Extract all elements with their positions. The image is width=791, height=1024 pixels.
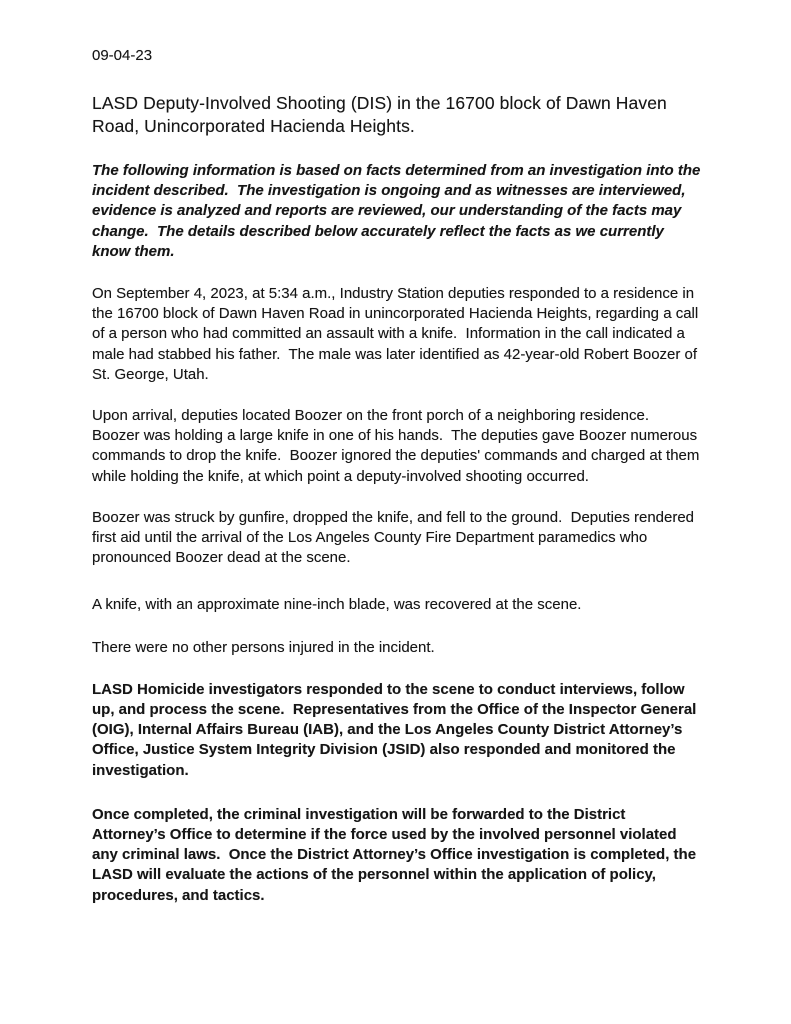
paragraph-knife-recovered: A knife, with an approximate nine-inch blade, was recovered at the scene. xyxy=(92,596,582,614)
paragraph-confrontation: Upon arrival, deputies located Boozer on the front porch of a neighboring residence. Boozer was holding a large knife in one of his hands. The deputies gave Boozer numerous commands to drop the knife. Boozer ignored the deputies' commands and charged at them while holding the knife, at which point a deputy-involved shooting occurred. xyxy=(92,407,704,485)
paragraph-incident-response: On September 4, 2023, at 5:34 a.m., Industry Station deputies responded to a residence in the 16700 block of Dawn Haven Road in unincorporated Hacienda Heights, regarding a call of a person who had committed an assault with a knife. Information in the call indicated a male had stabbed his father. The male was later identified as 42-year-old Robert Boozer of St. George, Utah. xyxy=(92,285,703,383)
paragraph-no-other-injuries: There were no other persons injured in the incident. xyxy=(92,638,435,656)
paragraph-disclaimer: The following information is based on facts determined from an investigation into the incident described. The investigation is ongoing and as witnesses are interviewed, evidence is analyzed and reports are reviewed, our understanding of the facts may change. The details described below accurately reflect the facts as we currently know them. xyxy=(92,162,705,260)
paragraph-aftermath: Boozer was struck by gunfire, dropped the knife, and fell to the ground. Deputies rendered first aid until the arrival of the Los Angeles County Fire Department paramedics who pronounced Boozer dead at the scene. xyxy=(92,508,699,567)
document-date: 09-04-23 xyxy=(92,47,153,64)
paragraph-investigation-agencies: LASD Homicide investigators responded to the scene to conduct interviews, follow up, and process the scene. Representatives from the Office of the Inspector General (OIG), Internal Affairs Bureau (IAB), and the Los Angeles County District Attorney’s Office, Justice System Integrity Division (JSID) also responded and monitored the investigation. xyxy=(92,680,701,779)
document-title: LASD Deputy-Involved Shooting (DIS) in the 16700 block of Dawn Haven Road, Unincorporated Hacienda Heights. xyxy=(92,93,672,136)
paragraph-criminal-investigation-process: Once completed, the criminal investigation will be forwarded to the District Attorney’s Office to determine if the force used by the involved personnel violated any criminal laws. Once the District Attorney’s Office investigation is completed, the LASD will evaluate the actions of the personnel within the application of policy, procedures, and tactics. xyxy=(92,805,701,904)
